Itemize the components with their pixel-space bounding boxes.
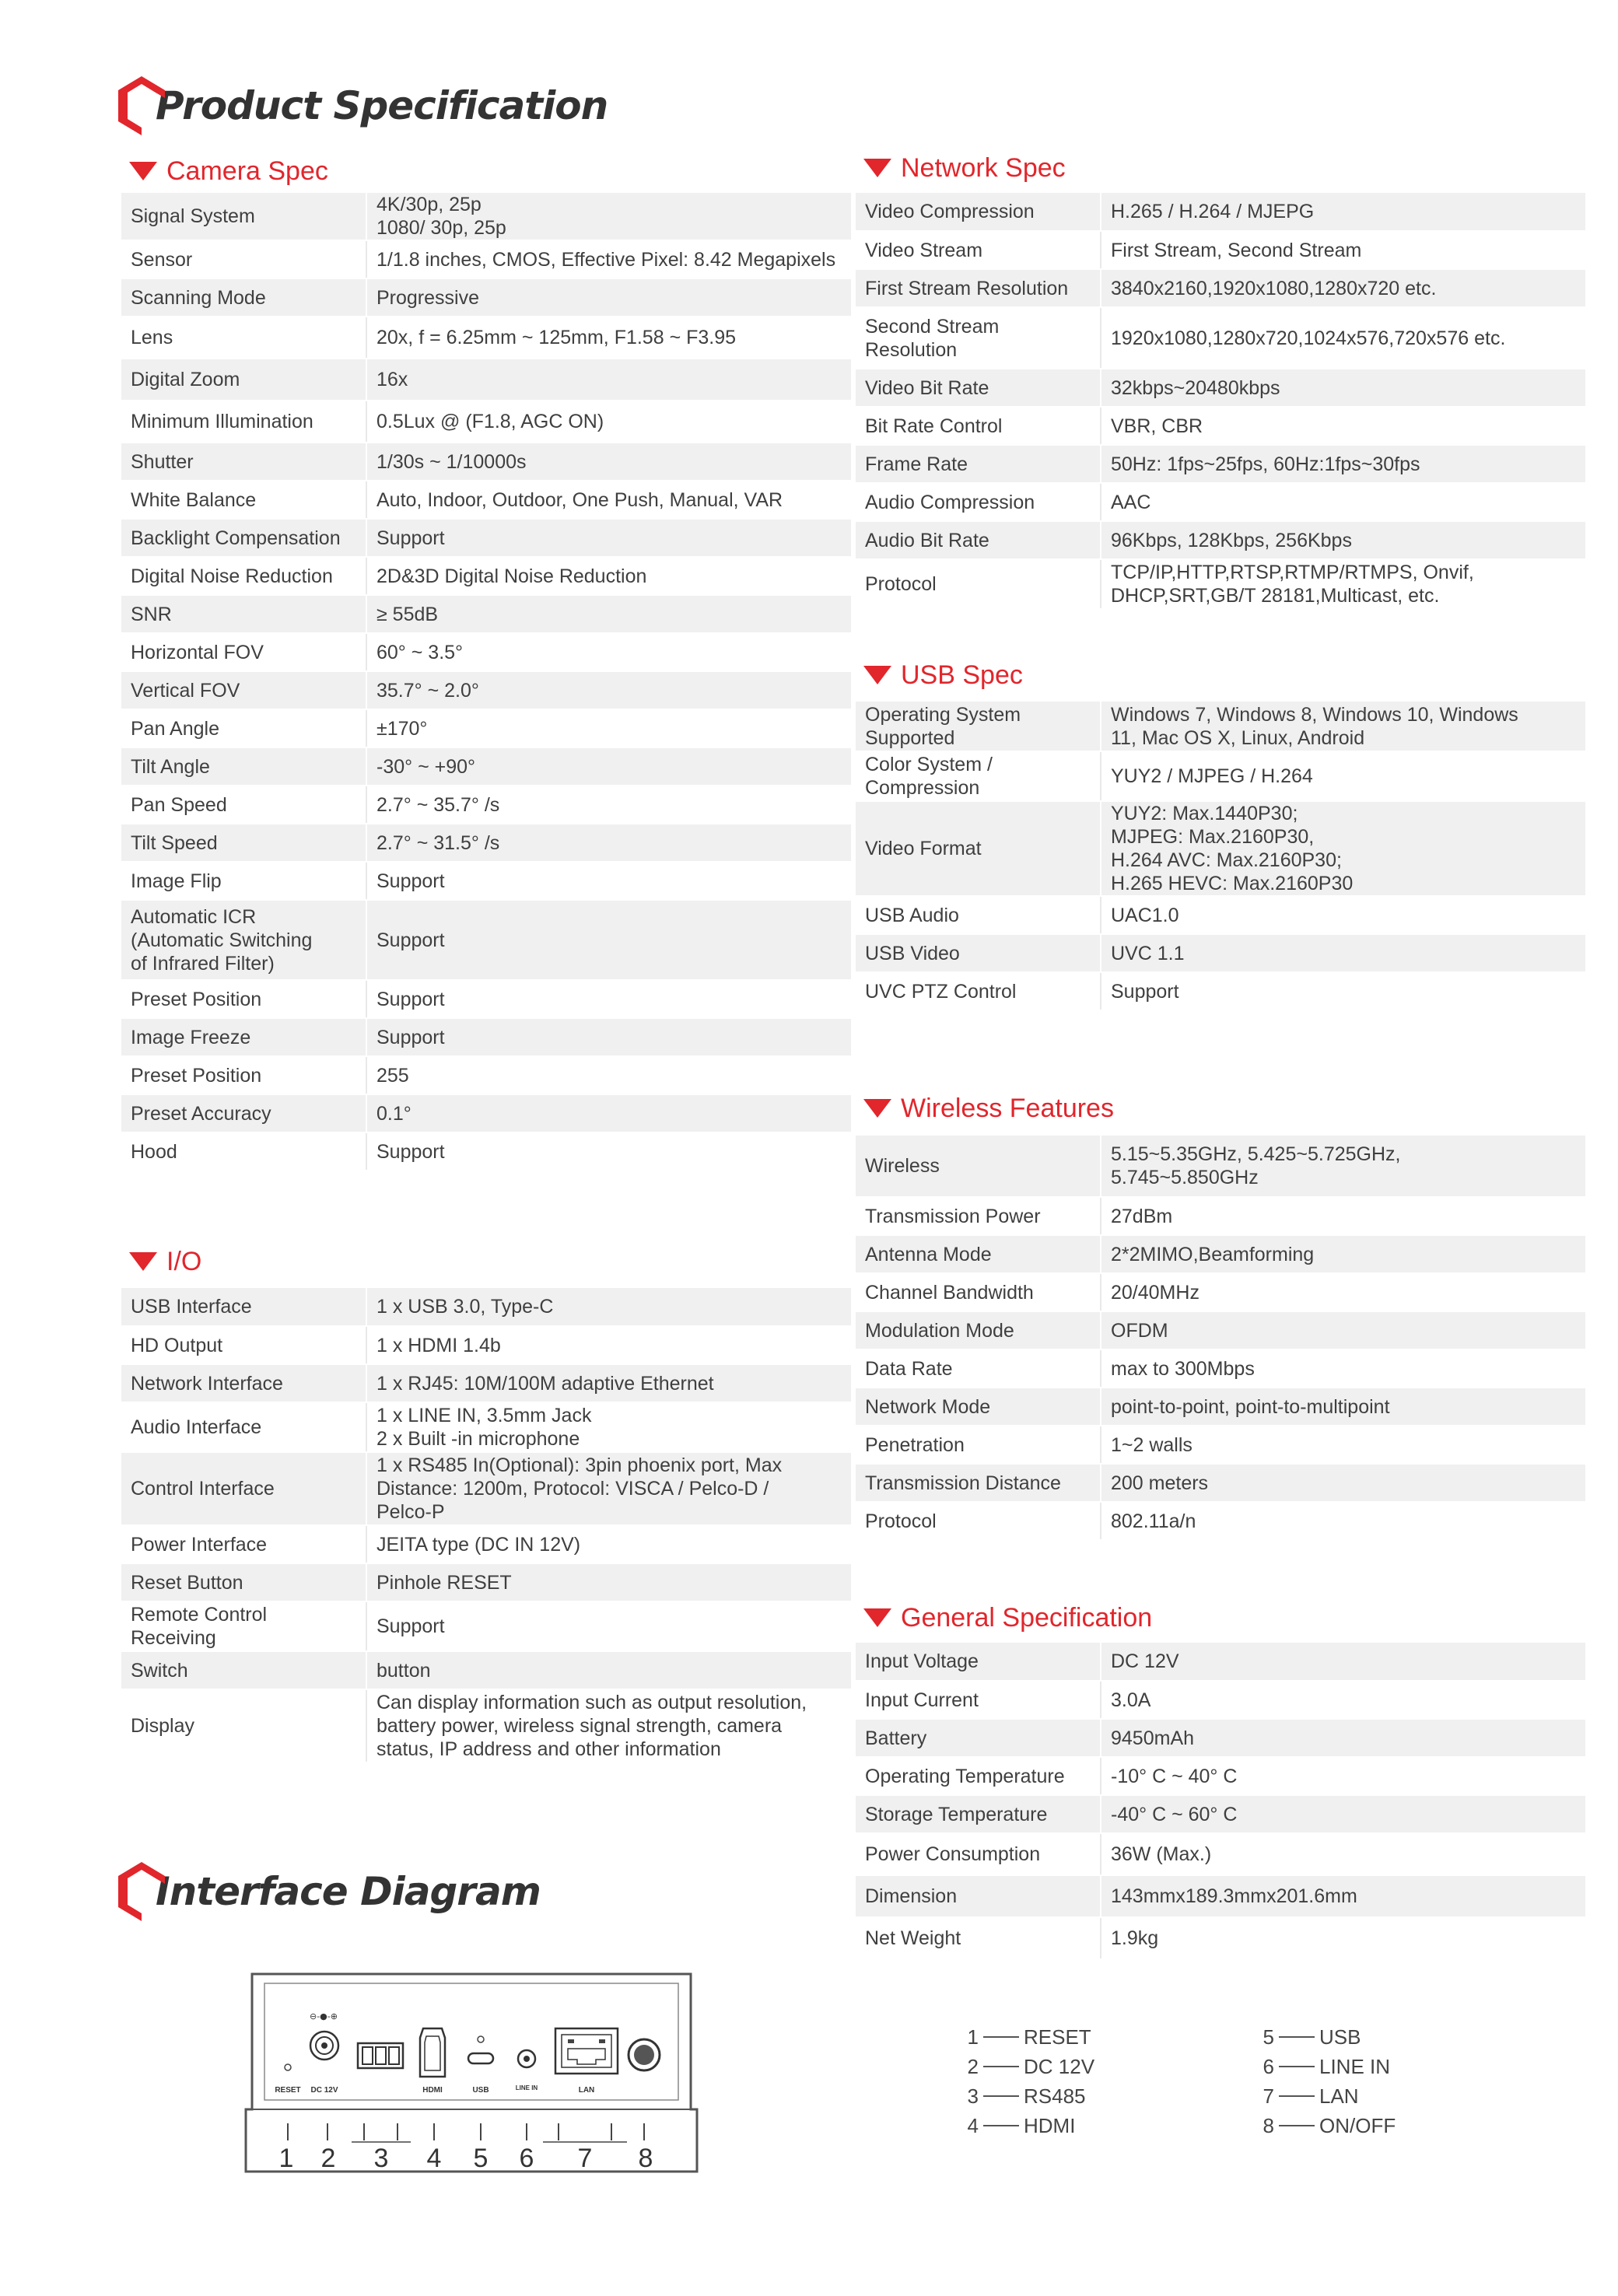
usb-port	[468, 2036, 493, 2063]
spec-row	[856, 934, 1585, 972]
spec-key: Image Flip	[121, 862, 366, 900]
legend-label: USB	[1319, 2025, 1361, 2049]
spec-value: 35.7° ~ 2.0°	[366, 671, 851, 709]
section-title: I/O	[166, 1246, 202, 1276]
spec-value: 2.7° ~ 35.7° /s	[366, 786, 851, 824]
port-legend-right	[1254, 2022, 1396, 2140]
spec-value: 5.15~5.35GHz, 5.425~5.725GHz, 5.745~5.850GHz	[1101, 1136, 1585, 1197]
spec-row	[856, 1719, 1585, 1757]
spec-key: Audio Compression	[856, 483, 1101, 521]
spec-value: -10° C ~ 40° C	[1101, 1757, 1585, 1795]
spec-row	[856, 1757, 1585, 1795]
legend-dash	[983, 2066, 1019, 2067]
spec-value: 3840x2160,1920x1080,1280x720 etc.	[1101, 269, 1585, 307]
spec-row	[121, 862, 851, 900]
spec-row	[121, 1056, 851, 1094]
legend-item	[958, 2081, 1094, 2111]
callout-number: 1	[278, 2144, 294, 2173]
spec-key: Modulation Mode	[856, 1311, 1101, 1349]
dc-label: DC 12V	[310, 2086, 338, 2095]
spec-key: Power Consumption	[856, 1833, 1101, 1875]
spec-row	[121, 747, 851, 786]
spec-key: Video Format	[856, 801, 1101, 896]
spec-value: Support	[366, 862, 851, 900]
spec-row	[121, 1651, 851, 1689]
spec-row	[121, 1452, 851, 1525]
power-button-icon	[629, 2039, 660, 2070]
spec-row	[856, 801, 1585, 896]
spec-key: First Stream Resolution	[856, 269, 1101, 307]
network-spec-table	[856, 193, 1585, 610]
legend-item	[1254, 2052, 1396, 2081]
spec-row	[121, 1094, 851, 1132]
callout-number: 6	[519, 2144, 534, 2173]
spec-row	[121, 980, 851, 1018]
io-spec-table	[121, 1288, 851, 1763]
triangle-down-icon	[863, 666, 891, 684]
spec-row	[121, 1601, 851, 1651]
spec-key: Operating System Supported	[856, 702, 1101, 751]
spec-key: Switch	[121, 1651, 366, 1689]
spec-key: Signal System	[121, 193, 366, 240]
spec-row	[121, 671, 851, 709]
legend-dash	[1279, 2036, 1315, 2038]
spec-row	[856, 521, 1585, 559]
network-spec-header	[863, 151, 1066, 185]
spec-key: Second Stream Resolution	[856, 307, 1101, 369]
spec-value: 2*2MIMO,Beamforming	[1101, 1235, 1585, 1273]
spec-row	[856, 1681, 1585, 1719]
legend-label: DC 12V	[1024, 2054, 1095, 2078]
legend-dash	[1279, 2125, 1315, 2126]
spec-key: Digital Zoom	[121, 359, 366, 401]
spec-key: Bit Rate Control	[856, 407, 1101, 445]
spec-key: Audio Bit Rate	[856, 521, 1101, 559]
spec-row	[856, 751, 1585, 801]
callout-number: 3	[373, 2144, 389, 2173]
spec-key: Protocol	[856, 1502, 1101, 1540]
spec-key: Storage Temperature	[856, 1795, 1101, 1833]
spec-row	[856, 1502, 1585, 1540]
legend-label: LAN	[1319, 2084, 1359, 2108]
spec-row	[856, 231, 1585, 269]
legend-number: 7	[1263, 2084, 1274, 2108]
spec-key: Preset Position	[121, 1056, 366, 1094]
spec-row	[856, 896, 1585, 934]
spec-value: 16x	[366, 359, 851, 401]
spec-key: Audio Interface	[121, 1402, 366, 1452]
spec-value: DC 12V	[1101, 1643, 1585, 1681]
dc-port	[310, 2011, 338, 2060]
lan-port	[555, 2028, 618, 2074]
spec-value: 255	[366, 1056, 851, 1094]
spec-key: Tilt Speed	[121, 824, 366, 862]
general-spec-table	[856, 1643, 1585, 1960]
spec-value: Pinhole RESET	[366, 1563, 851, 1601]
spec-key: Frame Rate	[856, 445, 1101, 483]
rear-panel-diagram	[233, 1968, 716, 2189]
spec-value: TCP/IP,HTTP,RTSP,RTMP/RTMPS, Onvif, DHCP,SRT,GB/T 28181,Multicast, etc.	[1101, 559, 1585, 609]
spec-value: 1~2 walls	[1101, 1426, 1585, 1464]
section-title: General Specification	[901, 1602, 1153, 1633]
spec-value: 200 meters	[1101, 1464, 1585, 1502]
spec-key: Antenna Mode	[856, 1235, 1101, 1273]
spec-row	[856, 407, 1585, 445]
callout-number: 7	[577, 2144, 593, 2173]
legend-number: 3	[967, 2084, 979, 2108]
spec-row	[121, 240, 851, 278]
spec-row	[856, 972, 1585, 1010]
section-title: USB Spec	[901, 660, 1023, 690]
usb-spec-table	[856, 702, 1585, 1011]
rs485-port	[358, 2043, 403, 2068]
camera-spec-header	[129, 154, 328, 188]
spec-key: Battery	[856, 1719, 1101, 1757]
spec-row	[856, 1464, 1585, 1502]
legend-label: RS485	[1024, 2084, 1086, 2108]
spec-key: Preset Position	[121, 980, 366, 1018]
spec-value: 1 x USB 3.0, Type-C	[366, 1288, 851, 1326]
spec-key: Vertical FOV	[121, 671, 366, 709]
spec-value: VBR, CBR	[1101, 407, 1585, 445]
interface-diagram-title	[117, 1860, 541, 1923]
spec-value: 60° ~ 3.5°	[366, 633, 851, 671]
spec-row	[121, 824, 851, 862]
spec-value: Support	[366, 1601, 851, 1651]
spec-key: Digital Noise Reduction	[121, 557, 366, 595]
spec-value: Support	[366, 980, 851, 1018]
spec-value: OFDM	[1101, 1311, 1585, 1349]
spec-value: 2D&3D Digital Noise Reduction	[366, 557, 851, 595]
spec-value: YUY2: Max.1440P30; MJPEG: Max.2160P30, H.264 AVC: Max.2160P30; H.265 HEVC: Max.2160P30	[1101, 801, 1585, 896]
legend-label: LINE IN	[1319, 2054, 1391, 2078]
spec-value: 50Hz: 1fps~25fps, 60Hz:1fps~30fps	[1101, 445, 1585, 483]
spec-key: Image Freeze	[121, 1018, 366, 1056]
callout-number: 5	[473, 2144, 489, 2173]
spec-row	[121, 633, 851, 671]
spec-value: 0.5Lux @ (F1.8, AGC ON)	[366, 401, 851, 443]
spec-value: UAC1.0	[1101, 896, 1585, 934]
spec-key: Horizontal FOV	[121, 633, 366, 671]
spec-key: Pan Angle	[121, 709, 366, 747]
spec-value: Can display information such as output resolution, battery power, wireless signal strength, camera status, IP address and other information	[366, 1689, 851, 1762]
spec-value: Support	[1101, 972, 1585, 1010]
wireless-spec-table	[856, 1136, 1585, 1541]
legend-label: HDMI	[1024, 2113, 1076, 2137]
spec-value: Progressive	[366, 278, 851, 317]
spec-key: HD Output	[121, 1326, 366, 1364]
legend-item	[958, 2111, 1094, 2140]
spec-key: Remote Control Receiving	[121, 1601, 366, 1651]
spec-value: First Stream, Second Stream	[1101, 231, 1585, 269]
reset-port	[285, 2064, 291, 2070]
legend-item	[1254, 2022, 1396, 2052]
spec-key: Input Current	[856, 1681, 1101, 1719]
spec-row	[856, 1643, 1585, 1681]
spec-key: Channel Bandwidth	[856, 1273, 1101, 1311]
legend-dash	[1279, 2066, 1315, 2067]
spec-key: USB Audio	[856, 896, 1101, 934]
spec-value: H.265 / H.264 / MJEPG	[1101, 193, 1585, 231]
spec-value: 3.0A	[1101, 1681, 1585, 1719]
spec-key: UVC PTZ Control	[856, 972, 1101, 1010]
camera-spec-table	[121, 193, 851, 1171]
spec-value: Windows 7, Windows 8, Windows 10, Windows 11, Mac OS X, Linux, Android	[1101, 702, 1585, 751]
spec-value: 9450mAh	[1101, 1719, 1585, 1757]
spec-value: 32kbps~20480kbps	[1101, 369, 1585, 407]
spec-value: Support	[366, 1132, 851, 1171]
spec-value: 0.1°	[366, 1094, 851, 1132]
spec-value: -30° ~ +90°	[366, 747, 851, 786]
callout-number: 8	[638, 2144, 653, 2173]
spec-row	[121, 401, 851, 443]
spec-row	[121, 519, 851, 557]
section-title: Wireless Features	[901, 1093, 1114, 1123]
spec-value: 1/30s ~ 1/10000s	[366, 443, 851, 481]
spec-value: 1 x RS485 In(Optional): 3pin phoenix port, Max Distance: 1200m, Protocol: VISCA / Pelco-D / Pelco-P	[366, 1452, 851, 1525]
spec-row	[856, 1235, 1585, 1273]
spec-key: USB Video	[856, 934, 1101, 972]
spec-value: 1 x RJ45: 10M/100M adaptive Ethernet	[366, 1364, 851, 1402]
line-in-port	[518, 2050, 535, 2067]
spec-key: Protocol	[856, 559, 1101, 609]
callout-number: 2	[320, 2144, 336, 2173]
triangle-down-icon	[129, 1252, 157, 1271]
legend-number: 1	[967, 2025, 979, 2049]
general-spec-header	[863, 1601, 1152, 1635]
spec-row	[856, 1875, 1585, 1917]
spec-key: Input Voltage	[856, 1643, 1101, 1681]
legend-item	[958, 2022, 1094, 2052]
spec-value: 1 x HDMI 1.4b	[366, 1326, 851, 1364]
legend-number: 2	[967, 2054, 979, 2078]
spec-key: USB Interface	[121, 1288, 366, 1326]
spec-row	[856, 1273, 1585, 1311]
spec-key: Operating Temperature	[856, 1757, 1101, 1795]
spec-key: Video Stream	[856, 231, 1101, 269]
spec-value: 1.9kg	[1101, 1917, 1585, 1959]
legend-label: RESET	[1024, 2025, 1091, 2049]
spec-row	[121, 317, 851, 359]
spec-row	[856, 193, 1585, 231]
spec-key: Preset Accuracy	[121, 1094, 366, 1132]
spec-value: 36W (Max.)	[1101, 1833, 1585, 1875]
spec-key: Scanning Mode	[121, 278, 366, 317]
spec-key: Network Interface	[121, 1364, 366, 1402]
spec-value: -40° C ~ 60° C	[1101, 1795, 1585, 1833]
triangle-down-icon	[863, 159, 891, 177]
spec-key: Backlight Compensation	[121, 519, 366, 557]
spec-row	[121, 278, 851, 317]
spec-value: 802.11a/n	[1101, 1502, 1585, 1540]
spec-key: SNR	[121, 595, 366, 633]
spec-row	[121, 1689, 851, 1762]
page-title: Product Specification	[156, 83, 608, 128]
spec-row	[856, 559, 1585, 609]
product-spec-title	[117, 75, 608, 137]
brand-logo-icon	[117, 1860, 166, 1923]
spec-row	[121, 481, 851, 519]
spec-row	[856, 1311, 1585, 1349]
port-legend-left	[958, 2022, 1094, 2140]
spec-value: UVC 1.1	[1101, 934, 1585, 972]
spec-row	[856, 1388, 1585, 1426]
spec-row	[121, 1018, 851, 1056]
spec-key: Power Interface	[121, 1525, 366, 1563]
spec-key: Control Interface	[121, 1452, 366, 1525]
spec-key: Video Compression	[856, 193, 1101, 231]
io-header	[129, 1244, 201, 1279]
spec-row	[856, 307, 1585, 369]
spec-value: 2.7° ~ 31.5° /s	[366, 824, 851, 862]
spec-value: Support	[366, 900, 851, 980]
spec-value: ±170°	[366, 709, 851, 747]
spec-key: Minimum Illumination	[121, 401, 366, 443]
spec-value: 4K/30p, 25p 1080/ 30p, 25p	[366, 193, 851, 240]
spec-value: 1/1.8 inches, CMOS, Effective Pixel: 8.42 Megapixels	[366, 240, 851, 278]
spec-value: 96Kbps, 128Kbps, 256Kbps	[1101, 521, 1585, 559]
triangle-down-icon	[863, 1099, 891, 1118]
spec-row	[856, 445, 1585, 483]
legend-item	[1254, 2081, 1396, 2111]
spec-key: Sensor	[121, 240, 366, 278]
spec-row	[856, 269, 1585, 307]
spec-row	[121, 193, 851, 240]
spec-key: Display	[121, 1689, 366, 1762]
spec-value: JEITA type (DC IN 12V)	[366, 1525, 851, 1563]
section-title: Camera Spec	[166, 156, 328, 186]
spec-row	[121, 1402, 851, 1452]
legend-number: 4	[967, 2113, 979, 2137]
spec-key: Tilt Angle	[121, 747, 366, 786]
legend-dash	[1279, 2095, 1315, 2097]
spec-value: Support	[366, 1018, 851, 1056]
section-title: Network Spec	[901, 152, 1066, 183]
spec-row	[121, 1288, 851, 1326]
spec-row	[121, 443, 851, 481]
spec-key: Penetration	[856, 1426, 1101, 1464]
spec-key: Video Bit Rate	[856, 369, 1101, 407]
legend-dash	[983, 2095, 1019, 2097]
usb-label: USB	[472, 2086, 489, 2095]
legend-item	[1254, 2111, 1396, 2140]
spec-row	[856, 1917, 1585, 1959]
spec-key: Transmission Distance	[856, 1464, 1101, 1502]
spec-value: 143mmx189.3mmx201.6mm	[1101, 1875, 1585, 1917]
reset-label: RESET	[275, 2086, 301, 2095]
spec-row	[121, 557, 851, 595]
spec-row	[856, 702, 1585, 751]
triangle-down-icon	[129, 162, 157, 180]
spec-value: max to 300Mbps	[1101, 1349, 1585, 1388]
spec-row	[121, 709, 851, 747]
spec-key: Lens	[121, 317, 366, 359]
spec-value: AAC	[1101, 483, 1585, 521]
legend-number: 5	[1263, 2025, 1274, 2049]
spec-key: Color System / Compression	[856, 751, 1101, 801]
spec-key: White Balance	[121, 481, 366, 519]
spec-key: Shutter	[121, 443, 366, 481]
legend-item	[958, 2052, 1094, 2081]
spec-value: YUY2 / MJPEG / H.264	[1101, 751, 1585, 801]
callout-number: 4	[426, 2144, 442, 2173]
spec-row	[121, 595, 851, 633]
spec-row	[121, 786, 851, 824]
spec-key: Pan Speed	[121, 786, 366, 824]
spec-key: Dimension	[856, 1875, 1101, 1917]
spec-row	[856, 1197, 1585, 1235]
legend-dash	[983, 2036, 1019, 2038]
spec-row	[856, 483, 1585, 521]
spec-key: Wireless	[856, 1136, 1101, 1197]
spec-row	[856, 1795, 1585, 1833]
spec-value: Auto, Indoor, Outdoor, One Push, Manual, VAR	[366, 481, 851, 519]
spec-value: ≥ 55dB	[366, 595, 851, 633]
hdmi-port	[420, 2028, 445, 2077]
spec-key: Net Weight	[856, 1917, 1101, 1959]
spec-key: Hood	[121, 1132, 366, 1171]
spec-row	[121, 359, 851, 401]
legend-label: ON/OFF	[1319, 2113, 1396, 2137]
legend-dash	[983, 2125, 1019, 2126]
spec-value: 1 x LINE IN, 3.5mm Jack 2 x Built -in microphone	[366, 1402, 851, 1452]
spec-row	[121, 1364, 851, 1402]
spec-row	[121, 1525, 851, 1563]
spec-row	[856, 1833, 1585, 1875]
spec-row	[856, 1349, 1585, 1388]
spec-row	[856, 369, 1585, 407]
wireless-header	[863, 1091, 1114, 1125]
spec-key: Data Rate	[856, 1349, 1101, 1388]
spec-key: Network Mode	[856, 1388, 1101, 1426]
legend-number: 8	[1263, 2113, 1274, 2137]
spec-key: Transmission Power	[856, 1197, 1101, 1235]
svg-text:⊖-●-⊕: ⊖-●-⊕	[310, 2011, 338, 2021]
spec-row	[121, 1326, 851, 1364]
line-in-label: LINE IN	[515, 2084, 538, 2091]
spec-row	[121, 1132, 851, 1171]
legend-number: 6	[1263, 2054, 1274, 2078]
brand-logo-icon	[117, 75, 166, 137]
spec-value: button	[366, 1651, 851, 1689]
spec-value: 20/40MHz	[1101, 1273, 1585, 1311]
spec-value: 20x, f = 6.25mm ~ 125mm, F1.58 ~ F3.95	[366, 317, 851, 359]
spec-row	[856, 1136, 1585, 1197]
spec-value: 1920x1080,1280x720,1024x576,720x576 etc.	[1101, 307, 1585, 369]
usb-spec-header	[863, 658, 1023, 692]
triangle-down-icon	[863, 1608, 891, 1627]
spec-row	[856, 1426, 1585, 1464]
spec-row	[121, 900, 851, 980]
spec-value: Support	[366, 519, 851, 557]
section-big-title: Interface Diagram	[156, 1869, 541, 1914]
spec-key: Reset Button	[121, 1563, 366, 1601]
spec-key: Automatic ICR (Automatic Switching of Infrared Filter)	[121, 900, 366, 980]
spec-value: 27dBm	[1101, 1197, 1585, 1235]
hdmi-label: HDMI	[422, 2086, 443, 2095]
lan-label: LAN	[578, 2086, 595, 2095]
spec-value: point-to-point, point-to-multipoint	[1101, 1388, 1585, 1426]
spec-row	[121, 1563, 851, 1601]
